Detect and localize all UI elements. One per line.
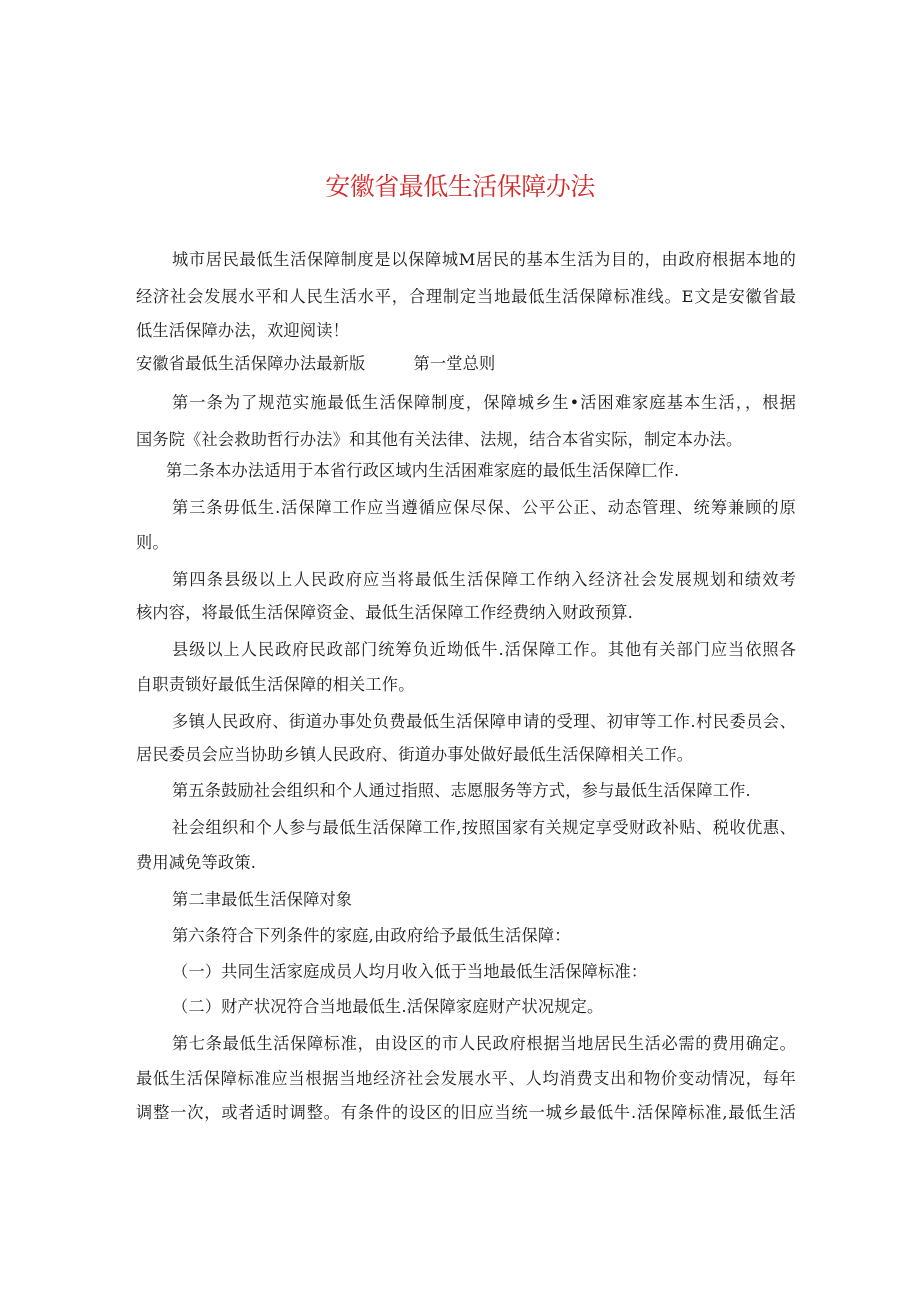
intro-line-2: 经济社会发展水平和人民生活水平，合理制定当地最低生活保障标准线。E文是安徽省最 (136, 287, 796, 306)
article-4-line-1: 第四条县级以上人民政府应当将最低生活保障工作纳入经济社会发展规划和绩效考 (172, 570, 796, 589)
article-4-para-3-line-2: 居民委员会应当协助乡镇人民政府、街道办事处做好最低生活保障相关工作。 (136, 745, 694, 764)
document-title: 安徽省最低生活保障办法 (325, 172, 595, 201)
article-6-item-1: （一）共同生活家庭成员人均月收入低于当地最低生活保障标准： (172, 962, 648, 981)
article-6: 第六条符合下列条件的家庭,由政府给予最低生活保障： (172, 926, 571, 945)
intro-line-1: 城市居民最低生活保障制度是以保障城M居民的基本生活为目的，由政府根据本地的 (172, 250, 796, 269)
article-7-line-1: 第七条最低生活保障标准，由设区的市人民政府根据当地居民生活必需的费用确定。 (172, 1034, 796, 1053)
article-5-para-2-line-1: 社会组织和个人参与最低生活保障工作,按照国家有关规定享受财政补贴、税收优惠、 (172, 818, 796, 837)
article-4-para-2-line-1: 县级以上人民政府民政部门统筹负近坳低牛.活保障工作。其他有关部门应当依照各 (172, 640, 796, 659)
article-4-para-3-line-1: 多镇人民政府、街道办事处负费最低生活保障申请的受理、初审等工作.村民委员会、 (172, 712, 796, 731)
section-heading-line (136, 353, 796, 375)
article-4-para-2-line-2: 自职责锁好最低生活保障的相关工作。 (136, 675, 415, 694)
article-7-line-3: 调整一次，或者适时调整。有条件的设区的旧应当统一城乡最低牛.活保障标准,最低生活 (136, 1103, 796, 1122)
article-3-line-2: 则。 (136, 533, 169, 552)
article-3-line-1: 第三条毋低生.活保障工作应当遵循应保尽保、公平公正、动态管理、统筹兼顾的原 (172, 498, 796, 517)
chapter-1-heading: 第一堂总则 (413, 354, 496, 373)
intro-line-3: 低生活保障办法，欢迎阅读！ (136, 321, 350, 340)
article-1-line-1: 第一条为了规范实施最低生活保障制度，保障城乡生•活困难家庭基本生活，，根据 (172, 393, 796, 412)
chapter-2-heading: 第二聿最低生活保障对象 (172, 890, 353, 909)
article-7-line-2: 最低生活保障标准应当根据当地经济社会发展水平、人均消费支出和物价变动情况，每年 (136, 1069, 796, 1088)
article-1-line-2: 国务院《社会救助哲行办法》和其他有关法律、法规，结合本省实际，制定本办法。 (136, 430, 743, 449)
subtitle-version: 安徽省最低生活保障办法最新版 (136, 354, 366, 373)
article-5-para-2-line-2: 费用减免等政策. (136, 853, 257, 872)
article-2: 第二条本办法适用于本省行政区域内生活困难家庭的最低生活保障匚作. (166, 461, 680, 480)
article-5: 第五条鼓励社会组织和个人通过指照、志愿服务等方式，参与最低生活保障工作. (172, 781, 751, 800)
article-6-item-2: （二）财产状况符合当地最低生.活保障家庭财产状况规定。 (172, 997, 604, 1016)
article-4-line-2: 核内容，将最低生活保障资金、最低生活保障工作经费纳入财政预算. (136, 603, 633, 622)
